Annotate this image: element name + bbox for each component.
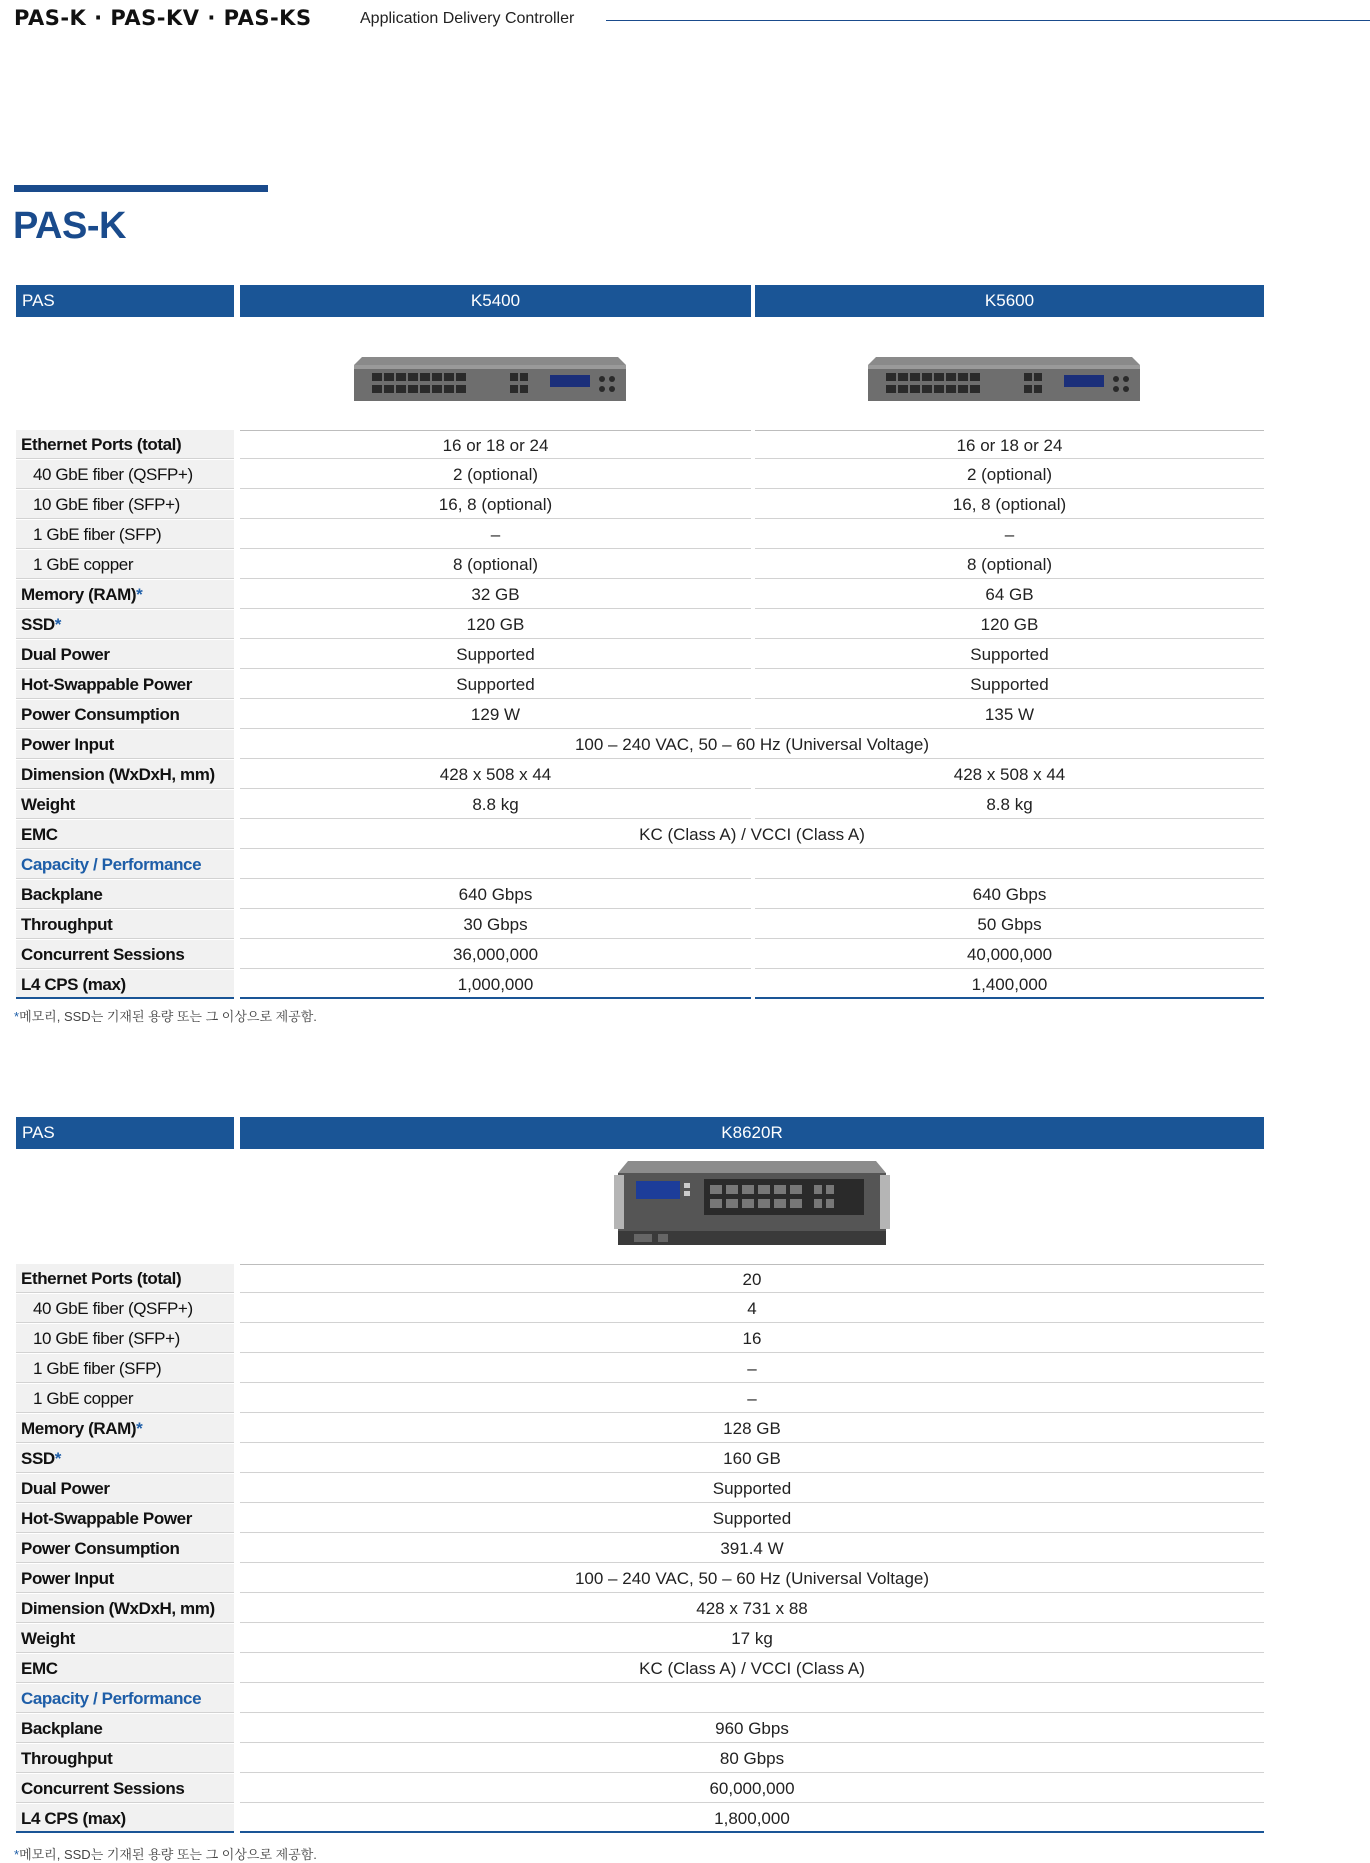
table-row xyxy=(16,970,1264,1000)
table-row xyxy=(16,520,1264,550)
row-label: Backplane xyxy=(16,880,234,909)
row-value: 1,400,000 xyxy=(755,970,1264,999)
table-row xyxy=(16,610,1264,640)
row-label: Dimension (WxDxH, mm) xyxy=(16,760,234,789)
table-row xyxy=(16,1324,1264,1354)
table-row xyxy=(16,490,1264,520)
row-value: KC (Class A) / VCCI (Class A) xyxy=(240,1654,1264,1683)
row-label: 40 GbE fiber (QSFP+) xyxy=(16,1294,234,1323)
table-row xyxy=(16,1474,1264,1504)
table-row xyxy=(16,1534,1264,1564)
row-label: Concurrent Sessions xyxy=(16,940,234,969)
header-label: PAS xyxy=(16,1117,234,1149)
row-value: 640 Gbps xyxy=(240,880,751,909)
row-label: Power Consumption xyxy=(16,1534,234,1563)
row-value: 1,000,000 xyxy=(240,970,751,999)
row-label: Dimension (WxDxH, mm) xyxy=(16,1594,234,1623)
row-label: Throughput xyxy=(16,910,234,939)
table-row xyxy=(16,430,1264,460)
row-label: 1 GbE copper xyxy=(16,1384,234,1413)
row-value xyxy=(755,850,1264,879)
row-value: 120 GB xyxy=(755,610,1264,639)
header-rule xyxy=(606,20,1370,21)
row-value: 640 Gbps xyxy=(755,880,1264,909)
table-row xyxy=(16,640,1264,670)
row-label: 1 GbE fiber (SFP) xyxy=(16,1354,234,1383)
row-value: 2 (optional) xyxy=(755,460,1264,489)
table-row xyxy=(16,820,1264,850)
table-row xyxy=(16,1744,1264,1774)
row-value: 960 Gbps xyxy=(240,1714,1264,1743)
row-label: SSD* xyxy=(16,1444,234,1473)
row-value: – xyxy=(240,1384,1264,1413)
product-image-row xyxy=(16,317,1264,430)
table-row xyxy=(16,1414,1264,1444)
table-row xyxy=(16,1654,1264,1684)
row-value: 100 – 240 VAC, 50 – 60 Hz (Universal Voltage) xyxy=(240,730,1264,759)
footnote: *메모리, SSD는 기재된 용량 또는 그 이상으로 제공함. xyxy=(14,1847,317,1862)
row-label: Concurrent Sessions xyxy=(16,1774,234,1803)
row-label: Power Input xyxy=(16,730,234,759)
row-value: Supported xyxy=(755,640,1264,669)
row-value: 32 GB xyxy=(240,580,751,609)
table-row xyxy=(16,910,1264,940)
model-header: K5600 xyxy=(755,285,1264,317)
table-header-row xyxy=(16,1117,1264,1149)
row-label: Dual Power xyxy=(16,1474,234,1503)
spec-table-k5400-k5600 xyxy=(16,285,1264,1000)
footnote-marker: * xyxy=(54,615,61,634)
row-value: 129 W xyxy=(240,700,751,729)
footnote-marker: * xyxy=(136,585,143,604)
row-label: SSD* xyxy=(16,610,234,639)
row-value: – xyxy=(240,1354,1264,1383)
row-value: 8 (optional) xyxy=(240,550,751,579)
row-label: 1 GbE copper xyxy=(16,550,234,579)
table-row xyxy=(16,1774,1264,1804)
row-value: 8.8 kg xyxy=(755,790,1264,819)
row-value: 16 xyxy=(240,1324,1264,1353)
table-row xyxy=(16,850,1264,880)
table-row xyxy=(16,1804,1264,1834)
row-label: 40 GbE fiber (QSFP+) xyxy=(16,460,234,489)
row-value: – xyxy=(755,520,1264,549)
table-row xyxy=(16,730,1264,760)
row-label: Ethernet Ports (total) xyxy=(16,1264,234,1293)
row-label: Power Consumption xyxy=(16,700,234,729)
spec-table-k8620r xyxy=(16,1117,1264,1834)
row-value xyxy=(240,1684,1264,1713)
row-value: Supported xyxy=(240,670,751,699)
row-value: 428 x 508 x 44 xyxy=(755,760,1264,789)
brand-subtitle: Application Delivery Controller xyxy=(360,10,575,27)
row-label: Ethernet Ports (total) xyxy=(16,430,234,459)
row-label: Memory (RAM)* xyxy=(16,1414,234,1443)
table-row xyxy=(16,1354,1264,1384)
table-row xyxy=(16,460,1264,490)
row-label: 10 GbE fiber (SFP+) xyxy=(16,1324,234,1353)
table-row xyxy=(16,580,1264,610)
table-row xyxy=(16,940,1264,970)
row-value: 160 GB xyxy=(240,1444,1264,1473)
row-label: Dual Power xyxy=(16,640,234,669)
product-image-row xyxy=(16,1149,1264,1264)
footnote-marker: * xyxy=(54,1449,61,1468)
table-row xyxy=(16,1444,1264,1474)
row-value: 120 GB xyxy=(240,610,751,639)
row-value: 17 kg xyxy=(240,1624,1264,1653)
page-header xyxy=(14,4,1370,34)
row-value: 128 GB xyxy=(240,1414,1264,1443)
row-value: 36,000,000 xyxy=(240,940,751,969)
row-value: 2 (optional) xyxy=(240,460,751,489)
row-label: Hot-Swappable Power xyxy=(16,670,234,699)
spec-rows xyxy=(16,1264,1264,1834)
row-label: Weight xyxy=(16,790,234,819)
row-value: 8.8 kg xyxy=(240,790,751,819)
row-value: 428 x 508 x 44 xyxy=(240,760,751,789)
table-row xyxy=(16,1264,1264,1294)
row-value: 50 Gbps xyxy=(755,910,1264,939)
table-row xyxy=(16,700,1264,730)
section-accent-bar xyxy=(14,185,268,192)
table-row xyxy=(16,670,1264,700)
table-row xyxy=(16,550,1264,580)
row-value: 4 xyxy=(240,1294,1264,1323)
table-row xyxy=(16,1294,1264,1324)
table-row xyxy=(16,790,1264,820)
row-label: EMC xyxy=(16,1654,234,1683)
row-value: – xyxy=(240,520,751,549)
table-row xyxy=(16,880,1264,910)
table-row xyxy=(16,1384,1264,1414)
row-value: 16, 8 (optional) xyxy=(755,490,1264,519)
table-row xyxy=(16,1504,1264,1534)
table-row xyxy=(16,1624,1264,1654)
row-value: 20 xyxy=(240,1264,1264,1293)
row-label: 1 GbE fiber (SFP) xyxy=(16,520,234,549)
row-value: 64 GB xyxy=(755,580,1264,609)
spec-rows xyxy=(16,430,1264,1000)
row-value: 391.4 W xyxy=(240,1534,1264,1563)
model-header: K8620R xyxy=(240,1117,1264,1149)
row-label: EMC xyxy=(16,820,234,849)
row-label: Throughput xyxy=(16,1744,234,1773)
table-row xyxy=(16,760,1264,790)
row-value: KC (Class A) / VCCI (Class A) xyxy=(240,820,1264,849)
table-row xyxy=(16,1714,1264,1744)
header-label: PAS xyxy=(16,285,234,317)
row-value: Supported xyxy=(755,670,1264,699)
table-header-row xyxy=(16,285,1264,317)
footnote-marker: * xyxy=(136,1419,143,1438)
row-value: 80 Gbps xyxy=(240,1744,1264,1773)
row-label: Memory (RAM)* xyxy=(16,580,234,609)
device-image-k8620r xyxy=(614,1157,890,1253)
row-value: 60,000,000 xyxy=(240,1774,1264,1803)
table-row xyxy=(16,1684,1264,1714)
row-value: 40,000,000 xyxy=(755,940,1264,969)
row-value: 135 W xyxy=(755,700,1264,729)
row-value: Supported xyxy=(240,640,751,669)
row-value: 8 (optional) xyxy=(755,550,1264,579)
row-label: Hot-Swappable Power xyxy=(16,1504,234,1533)
device-image-k5600 xyxy=(868,351,1140,405)
row-value: 428 x 731 x 88 xyxy=(240,1594,1264,1623)
footnote: *메모리, SSD는 기재된 용량 또는 그 이상으로 제공함. xyxy=(14,1009,317,1024)
row-value: 100 – 240 VAC, 50 – 60 Hz (Universal Voltage) xyxy=(240,1564,1264,1593)
row-value: 1,800,000 xyxy=(240,1804,1264,1833)
row-label: Weight xyxy=(16,1624,234,1653)
row-value: Supported xyxy=(240,1504,1264,1533)
row-label: Power Input xyxy=(16,1564,234,1593)
row-label: Capacity / Performance xyxy=(16,850,234,879)
device-image-k5400 xyxy=(354,351,626,405)
row-value: Supported xyxy=(240,1474,1264,1503)
row-label: L4 CPS (max) xyxy=(16,1804,234,1833)
row-value: 16 or 18 or 24 xyxy=(240,430,751,459)
row-value: 16, 8 (optional) xyxy=(240,490,751,519)
row-label: Backplane xyxy=(16,1714,234,1743)
row-value: 16 or 18 or 24 xyxy=(755,430,1264,459)
row-label: L4 CPS (max) xyxy=(16,970,234,999)
row-value xyxy=(240,850,751,879)
table-row xyxy=(16,1594,1264,1624)
section-title: PAS-K xyxy=(13,205,126,247)
row-label: Capacity / Performance xyxy=(16,1684,234,1713)
brand-title: PAS-K · PAS-KV · PAS-KS xyxy=(14,6,312,30)
table-row xyxy=(16,1564,1264,1594)
model-header: K5400 xyxy=(240,285,751,317)
row-value: 30 Gbps xyxy=(240,910,751,939)
row-label: 10 GbE fiber (SFP+) xyxy=(16,490,234,519)
